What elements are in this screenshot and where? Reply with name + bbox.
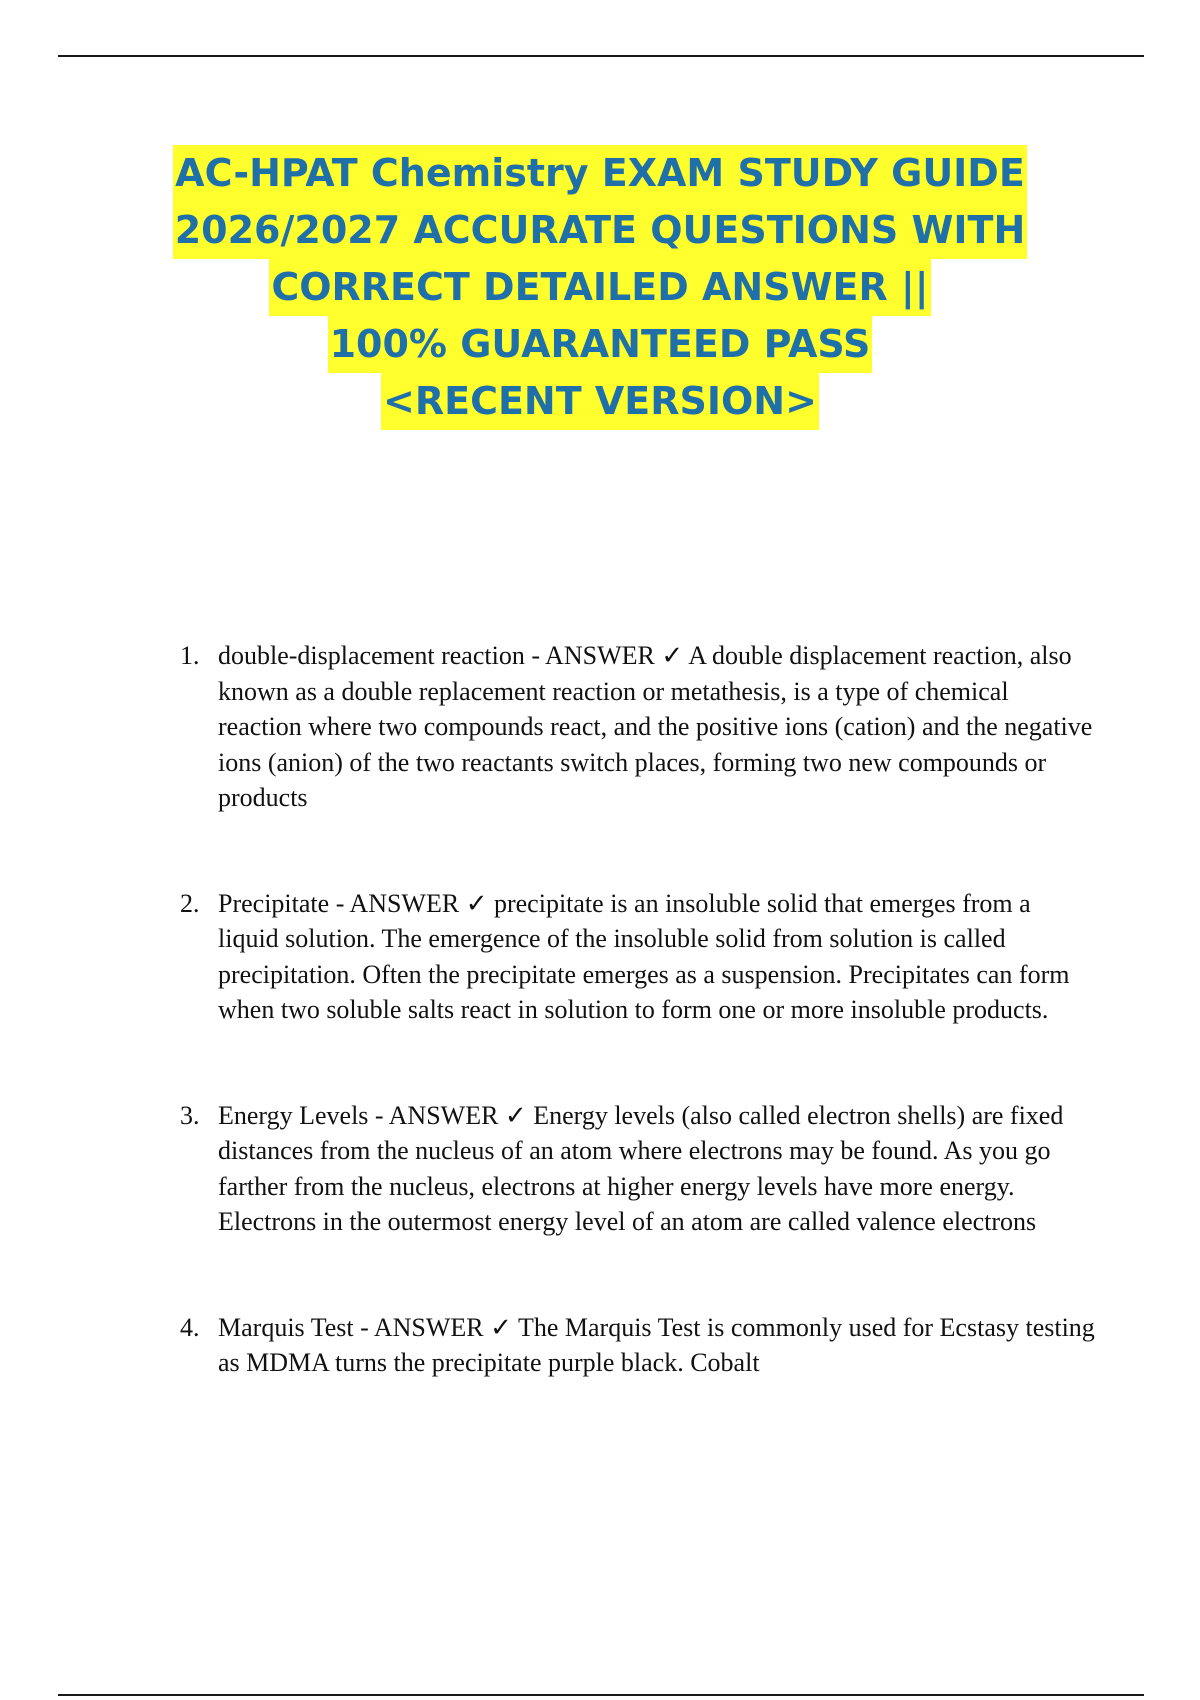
top-rule [58, 55, 1144, 57]
list-item [180, 1310, 1095, 1381]
item-number: 2. [180, 888, 200, 918]
item-text [218, 1310, 1095, 1381]
item-text [218, 638, 1095, 816]
item-number: 3. [180, 1100, 200, 1130]
list-item [180, 886, 1095, 1028]
title-line-1: AC-HPAT Chemistry EXAM STUDY GUIDE [173, 145, 1027, 202]
term: double-displacement reaction [218, 641, 525, 670]
answer-marker: - ANSWER ✓ [360, 1312, 512, 1342]
item-number: 1. [180, 641, 200, 670]
answer-marker: - ANSWER ✓ [374, 1100, 527, 1130]
answer-marker: - ANSWER ✓ [335, 888, 488, 918]
term: Energy Levels [218, 1100, 369, 1130]
item-text [218, 886, 1095, 1028]
answer: The Marquis Test is commonly used for Ecstasy testing as MDMA turns the precipitate purple black. Cobalt [218, 1312, 1095, 1377]
document-title [0, 145, 1200, 430]
title-line-2: 2026/2027 ACCURATE QUESTIONS WITH [173, 202, 1028, 259]
title-line-5: <RECENT VERSION> [381, 373, 819, 430]
bottom-rule [58, 1694, 1144, 1696]
list-item [180, 1098, 1095, 1240]
answer: A double displacement reaction, also known as a double replacement reaction or metathesis, is a type of chemical reaction where two compounds react, and the positive ions (cation) and the negative ions (anion) of the two reactants switch places, forming two new compounds or products [218, 641, 1093, 812]
list-item [180, 638, 1095, 816]
title-line-4: 100% GUARANTEED PASS [328, 316, 873, 373]
answer: precipitate is an insoluble solid that emerges from a liquid solution. The emergence of the insoluble solid from solution is called precipitation. Often the precipitate emerges as a suspension. Precipitates can form when two soluble salts react in solution to form one or more insoluble products. [218, 888, 1070, 1024]
answer: Energy levels (also called electron shells) are fixed distances from the nucleus of an atom where electrons may be found. As you go farther from the nucleus, electrons at higher energy levels have more energy. Electrons in the outermost energy level of an atom are called valence electrons [218, 1100, 1064, 1236]
term: Precipitate [218, 888, 330, 918]
title-line-3: CORRECT DETAILED ANSWER || [269, 259, 930, 316]
answer-marker: - ANSWER ✓ [531, 641, 684, 670]
term: Marquis Test [218, 1312, 354, 1342]
item-text [218, 1098, 1095, 1240]
item-number: 4. [180, 1312, 200, 1342]
question-list [180, 638, 1095, 1451]
